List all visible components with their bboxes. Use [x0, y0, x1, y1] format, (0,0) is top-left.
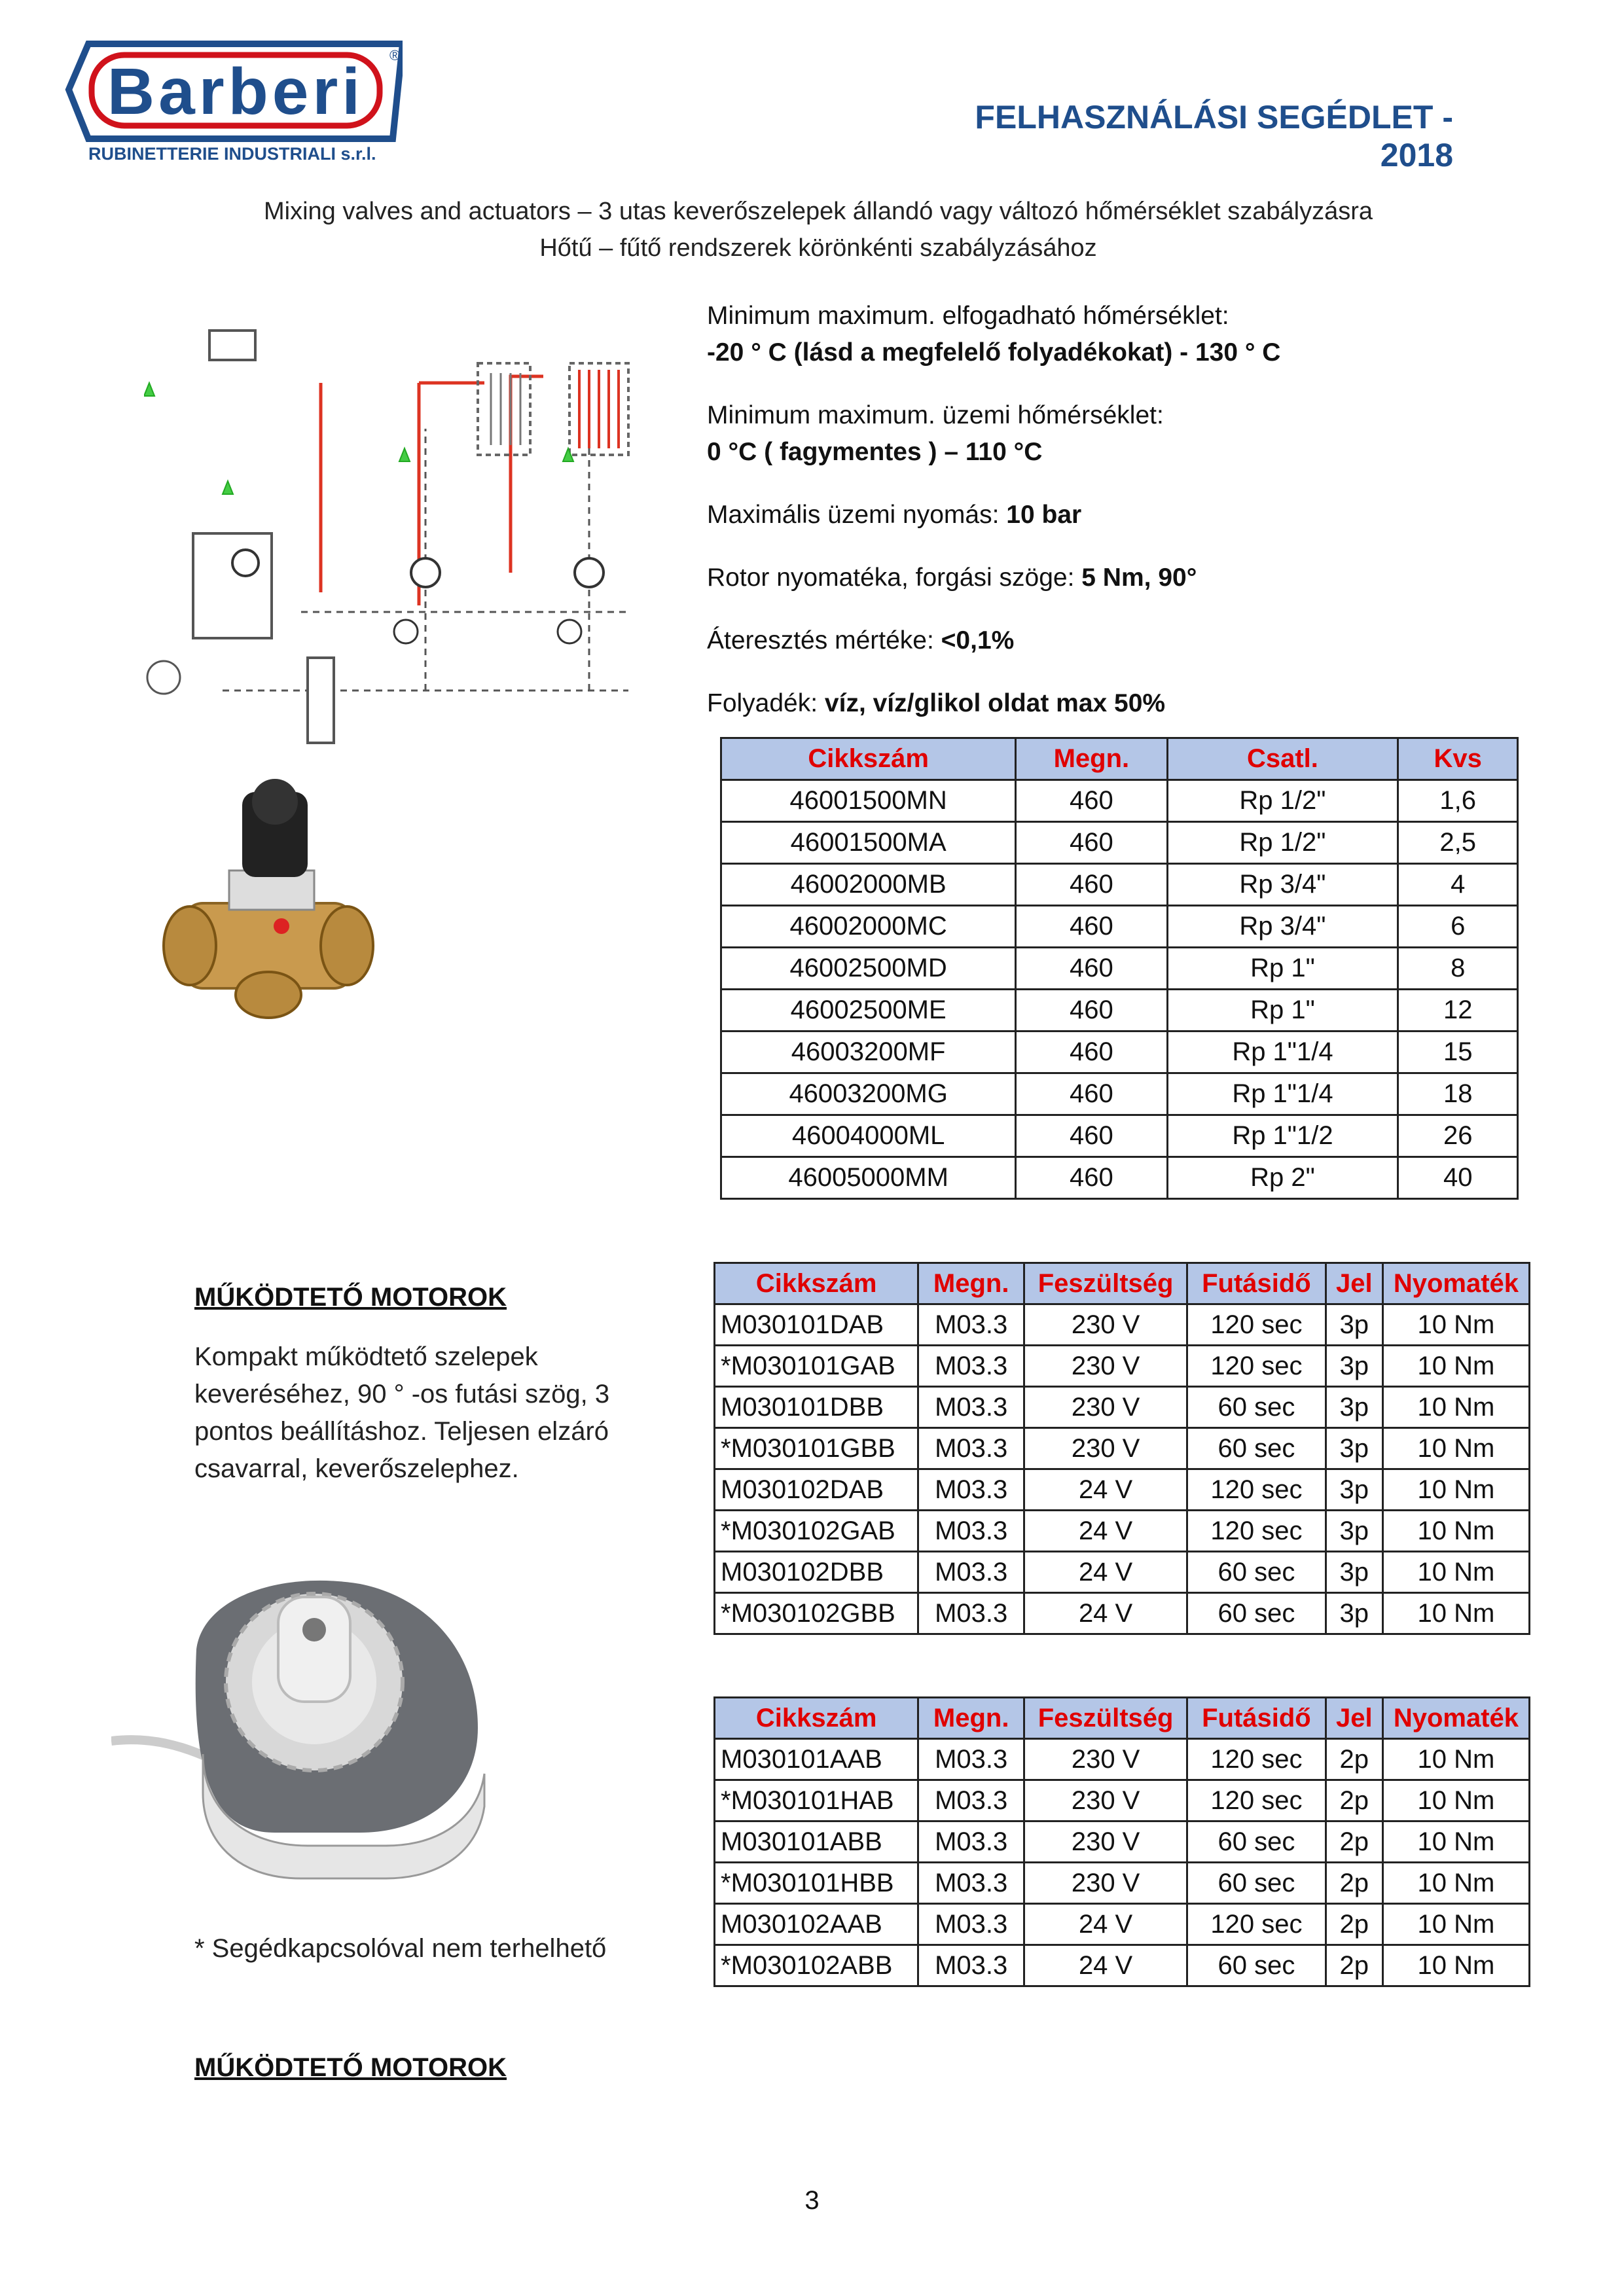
table-cell: 60 sec: [1187, 1863, 1326, 1904]
table-cell: Rp 1/2": [1167, 780, 1398, 822]
table-cell: Rp 3/4": [1167, 864, 1398, 906]
table-row: [715, 1863, 1530, 1904]
table-cell: 460: [1016, 948, 1167, 990]
motors-heading: MŰKÖDTETŐ MOTOROK: [194, 1283, 507, 1312]
hydraulic-schematic-diagram: [144, 298, 694, 756]
valve-table: [720, 737, 1519, 1200]
table-cell: 3p: [1326, 1304, 1382, 1346]
table-cell: 460: [1016, 1115, 1167, 1157]
table-cell: 10 Nm: [1382, 1904, 1529, 1945]
table-cell: 460: [1016, 1031, 1167, 1073]
table-cell: 12: [1398, 990, 1518, 1031]
table-cell: 10 Nm: [1382, 1739, 1529, 1780]
col-header: Megn.: [1016, 738, 1167, 780]
technical-specs: [707, 298, 1558, 722]
table-cell: 460: [1016, 906, 1167, 948]
table-cell: 120 sec: [1187, 1346, 1326, 1387]
leak-label: Áteresztés mértéke:: [707, 626, 941, 655]
table-cell: M03.3: [918, 1739, 1024, 1780]
page-number: 3: [804, 2186, 820, 2215]
actuator-motor-photo: [111, 1558, 517, 1898]
table-cell: 2p: [1326, 1821, 1382, 1863]
table-cell: 230 V: [1024, 1780, 1187, 1821]
table-cell: 460: [1016, 864, 1167, 906]
footnote: * Segédkapcsolóval nem terhelhető: [194, 1934, 607, 1963]
svg-text:RUBINETTERIE INDUSTRIALI s.r.l: RUBINETTERIE INDUSTRIALI s.r.l.: [88, 144, 376, 164]
table-cell: 230 V: [1024, 1739, 1187, 1780]
col-header: Feszültség: [1024, 1263, 1187, 1304]
intro-text: [98, 193, 1538, 266]
table-cell: 46002500MD: [721, 948, 1016, 990]
table-cell: M03.3: [918, 1904, 1024, 1945]
table-cell: 60 sec: [1187, 1387, 1326, 1428]
table-cell: 60 sec: [1187, 1593, 1326, 1634]
table-cell: Rp 1"1/4: [1167, 1073, 1398, 1115]
fluid-spec: [707, 685, 1558, 722]
table-row: [715, 1593, 1530, 1634]
table-cell: 3p: [1326, 1593, 1382, 1634]
table-cell: M03.3: [918, 1304, 1024, 1346]
table-cell: Rp 3/4": [1167, 906, 1398, 948]
table-row: [721, 1157, 1518, 1199]
table-cell: Rp 1": [1167, 990, 1398, 1031]
document-title: FELHASZNÁLÁSI SEGÉDLET - 2018: [975, 99, 1453, 173]
table-cell: 24 V: [1024, 1945, 1187, 1986]
table-cell: M030101DAB: [715, 1304, 918, 1346]
table-cell: 230 V: [1024, 1346, 1187, 1387]
table-cell: 60 sec: [1187, 1821, 1326, 1863]
temp-oper-label: Minimum maximum. üzemi hőmérséklet:: [707, 401, 1164, 429]
motor-table-2p: [713, 1696, 1530, 1987]
table-cell: 3p: [1326, 1428, 1382, 1469]
table-cell: 46001500MA: [721, 822, 1016, 864]
fluid-label: Folyadék:: [707, 689, 825, 717]
table-cell: 2,5: [1398, 822, 1518, 864]
table-cell: 4: [1398, 864, 1518, 906]
intro-line-1: Mixing valves and actuators – 3 utas keverőszelepek állandó vagy változó hőmérséklet szabályzásra: [263, 198, 1373, 225]
table-cell: M03.3: [918, 1780, 1024, 1821]
col-header: Kvs: [1398, 738, 1518, 780]
table-cell: Rp 1": [1167, 948, 1398, 990]
table-cell: 10 Nm: [1382, 1304, 1529, 1346]
table-header-row: [721, 738, 1518, 780]
table-cell: M03.3: [918, 1945, 1024, 1986]
table-cell: 46002500ME: [721, 990, 1016, 1031]
table-cell: 2p: [1326, 1780, 1382, 1821]
table-cell: 10 Nm: [1382, 1387, 1529, 1428]
table-cell: 1,6: [1398, 780, 1518, 822]
svg-text:Barberi: Barberi: [107, 55, 365, 128]
table-cell: 120 sec: [1187, 1304, 1326, 1346]
table-cell: 10 Nm: [1382, 1863, 1529, 1904]
table-row: [721, 1031, 1518, 1073]
table-cell: M030101ABB: [715, 1821, 918, 1863]
table-cell: *M030102GAB: [715, 1511, 918, 1552]
pressure-value: 10 bar: [1006, 501, 1082, 529]
table-row: [721, 864, 1518, 906]
fluid-value: víz, víz/glikol oldat max 50%: [824, 689, 1166, 717]
temp-accept-value: -20 ° C (lásd a megfelelő folyadékokat) - 130 ° C: [707, 338, 1281, 367]
table-cell: M03.3: [918, 1511, 1024, 1552]
table-cell: Rp 1/2": [1167, 822, 1398, 864]
table-cell: 10 Nm: [1382, 1821, 1529, 1863]
table-row: [721, 1115, 1518, 1157]
torque-value: 5 Nm, 90°: [1081, 564, 1197, 592]
table-header-row: [715, 1263, 1530, 1304]
table-cell: 24 V: [1024, 1552, 1187, 1593]
table-cell: 3p: [1326, 1346, 1382, 1387]
col-header: Futásidő: [1187, 1263, 1326, 1304]
table-cell: *M030102ABB: [715, 1945, 918, 1986]
table-cell: 3p: [1326, 1387, 1382, 1428]
table-cell: 46005000MM: [721, 1157, 1016, 1199]
table-row: [715, 1780, 1530, 1821]
table-cell: 460: [1016, 1073, 1167, 1115]
col-header: Jel: [1326, 1698, 1382, 1739]
table-cell: 24 V: [1024, 1593, 1187, 1634]
table-cell: 46003200MG: [721, 1073, 1016, 1115]
table-cell: Rp 1"1/2: [1167, 1115, 1398, 1157]
leak-value: <0,1%: [941, 626, 1015, 655]
table-cell: 10 Nm: [1382, 1469, 1529, 1511]
table-cell: 15: [1398, 1031, 1518, 1073]
table-row: [721, 990, 1518, 1031]
table-cell: 460: [1016, 822, 1167, 864]
table-cell: 24 V: [1024, 1511, 1187, 1552]
table-cell: 2p: [1326, 1945, 1382, 1986]
table-cell: 46001500MN: [721, 780, 1016, 822]
table-row: [715, 1511, 1530, 1552]
table-cell: 10 Nm: [1382, 1780, 1529, 1821]
col-header: Jel: [1326, 1263, 1382, 1304]
table-cell: *M030101HBB: [715, 1863, 918, 1904]
table-cell: 26: [1398, 1115, 1518, 1157]
temp-accept-label: Minimum maximum. elfogadható hőmérséklet:: [707, 302, 1229, 330]
table-cell: 10 Nm: [1382, 1945, 1529, 1986]
table-cell: M030101DBB: [715, 1387, 918, 1428]
table-cell: M030102DAB: [715, 1469, 918, 1511]
table-cell: 230 V: [1024, 1863, 1187, 1904]
table-cell: 230 V: [1024, 1428, 1187, 1469]
table-cell: 46002000MC: [721, 906, 1016, 948]
table-row: [721, 906, 1518, 948]
table-cell: 3p: [1326, 1552, 1382, 1593]
table-cell: M03.3: [918, 1821, 1024, 1863]
table-cell: 24 V: [1024, 1904, 1187, 1945]
logo-graphic: [62, 41, 403, 165]
table-cell: 6: [1398, 906, 1518, 948]
col-header: Cikkszám: [715, 1698, 918, 1739]
table-cell: M030101AAB: [715, 1739, 918, 1780]
intro-line-2: Hőtű – fűtő rendszerek körönkénti szabályzásához: [539, 234, 1097, 262]
table-cell: 120 sec: [1187, 1469, 1326, 1511]
table-row: [715, 1904, 1530, 1945]
col-header: Feszültség: [1024, 1698, 1187, 1739]
table-cell: 60 sec: [1187, 1428, 1326, 1469]
col-header: Csatl.: [1167, 738, 1398, 780]
table-row: [721, 822, 1518, 864]
table-cell: 460: [1016, 780, 1167, 822]
table-cell: 460: [1016, 1157, 1167, 1199]
table-row: [721, 1073, 1518, 1115]
table-cell: 120 sec: [1187, 1904, 1326, 1945]
table-cell: *M030101GBB: [715, 1428, 918, 1469]
pressure-label: Maximális üzemi nyomás:: [707, 501, 1007, 529]
motors-heading-2: MŰKÖDTETŐ MOTOROK: [194, 2053, 507, 2082]
svg-text:®: ®: [389, 47, 401, 63]
table-cell: M03.3: [918, 1863, 1024, 1904]
table-cell: Rp 1"1/4: [1167, 1031, 1398, 1073]
table-row: [715, 1387, 1530, 1428]
table-row: [715, 1304, 1530, 1346]
table-cell: M03.3: [918, 1552, 1024, 1593]
col-header: Futásidő: [1187, 1698, 1326, 1739]
table-row: [715, 1552, 1530, 1593]
table-cell: *M030102GBB: [715, 1593, 918, 1634]
temp-oper-value: 0 °C ( fagymentes ) – 110 °C: [707, 438, 1043, 466]
table-row: [715, 1945, 1530, 1986]
table-cell: 2p: [1326, 1863, 1382, 1904]
table-cell: M03.3: [918, 1428, 1024, 1469]
table-cell: 10 Nm: [1382, 1552, 1529, 1593]
col-header: Cikkszám: [715, 1263, 918, 1304]
table-cell: 230 V: [1024, 1304, 1187, 1346]
table-cell: 120 sec: [1187, 1739, 1326, 1780]
col-header: Megn.: [918, 1698, 1024, 1739]
col-header: Nyomaték: [1382, 1263, 1529, 1304]
table-cell: 460: [1016, 990, 1167, 1031]
table-row: [715, 1821, 1530, 1863]
table-cell: *M030101GAB: [715, 1346, 918, 1387]
table-cell: M030102AAB: [715, 1904, 918, 1945]
table-cell: 60 sec: [1187, 1552, 1326, 1593]
pressure-spec: [707, 497, 1558, 533]
col-header: Cikkszám: [721, 738, 1016, 780]
table-row: [715, 1428, 1530, 1469]
table-cell: 60 sec: [1187, 1945, 1326, 1986]
table-header-row: [715, 1698, 1530, 1739]
col-header: Nyomaték: [1382, 1698, 1529, 1739]
table-cell: 10 Nm: [1382, 1593, 1529, 1634]
table-cell: 3p: [1326, 1511, 1382, 1552]
leak-spec: [707, 622, 1558, 659]
table-cell: 10 Nm: [1382, 1511, 1529, 1552]
table-cell: M030102DBB: [715, 1552, 918, 1593]
table-cell: 120 sec: [1187, 1780, 1326, 1821]
table-cell: 10 Nm: [1382, 1346, 1529, 1387]
table-cell: 46003200MF: [721, 1031, 1016, 1073]
table-cell: 8: [1398, 948, 1518, 990]
table-cell: 120 sec: [1187, 1511, 1326, 1552]
table-cell: 230 V: [1024, 1821, 1187, 1863]
table-row: [721, 948, 1518, 990]
table-cell: M03.3: [918, 1387, 1024, 1428]
table-cell: 230 V: [1024, 1387, 1187, 1428]
table-cell: 10 Nm: [1382, 1428, 1529, 1469]
table-cell: M03.3: [918, 1469, 1024, 1511]
motor-table-3p: [713, 1262, 1530, 1635]
table-cell: *M030101HAB: [715, 1780, 918, 1821]
table-cell: 24 V: [1024, 1469, 1187, 1511]
table-cell: 40: [1398, 1157, 1518, 1199]
table-row: [715, 1739, 1530, 1780]
motors-description: Kompakt működtető szelepek keveréséhez, 90 ° -os futási szög, 3 pontos beállításhoz. Teljesen elzáró csavarral, keverőszelephez.: [194, 1342, 610, 1483]
mixing-valve-photo: [144, 772, 393, 1021]
torque-label: Rotor nyomatéka, forgási szöge:: [707, 564, 1082, 592]
table-cell: M03.3: [918, 1593, 1024, 1634]
table-cell: 18: [1398, 1073, 1518, 1115]
table-cell: 46002000MB: [721, 864, 1016, 906]
table-cell: M03.3: [918, 1346, 1024, 1387]
table-cell: 3p: [1326, 1469, 1382, 1511]
table-cell: 46004000ML: [721, 1115, 1016, 1157]
table-cell: 2p: [1326, 1904, 1382, 1945]
table-row: [715, 1346, 1530, 1387]
table-cell: 2p: [1326, 1739, 1382, 1780]
barberi-logo: [62, 41, 403, 165]
col-header: Megn.: [918, 1263, 1024, 1304]
table-cell: Rp 2": [1167, 1157, 1398, 1199]
torque-spec: [707, 560, 1558, 596]
table-row: [721, 780, 1518, 822]
table-row: [715, 1469, 1530, 1511]
